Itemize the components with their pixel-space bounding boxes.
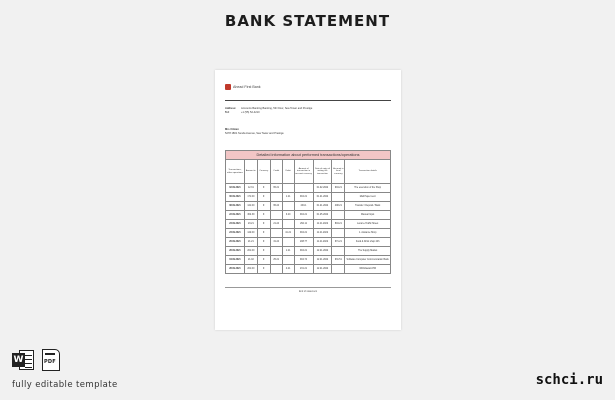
column-header: Amount of transaction in account currency [295, 160, 314, 184]
table-row [225, 202, 391, 211]
tel-value: +1 (55) 52-4210 [241, 111, 260, 114]
table-body [225, 184, 391, 274]
table-cell [283, 184, 295, 193]
column-header: Transaction details [345, 160, 391, 184]
table-cell: The execution of the Shop [345, 184, 391, 193]
table-cell: Mail Paper sent [345, 193, 391, 202]
table-cell: 06.09.2021 [226, 193, 245, 202]
table-cell [283, 202, 295, 211]
word-badge: W [13, 355, 24, 365]
bank-address-block [225, 107, 312, 115]
table-cell: Withdrawal ATM [345, 265, 391, 274]
table-cell: Manual Input [345, 211, 391, 220]
table-cell: 11.21.2022 [314, 238, 333, 247]
table-cell: 08.09.2021 [226, 202, 245, 211]
table-cell: 12.31 [245, 184, 258, 193]
header-divider [225, 100, 391, 101]
table-cell: 21.24 [271, 220, 283, 229]
table-cell: 01.21.2022 [314, 202, 333, 211]
table-cell [332, 193, 345, 202]
table-cell: 65.21 [271, 184, 283, 193]
pdf-badge: PDF [44, 359, 56, 365]
table-cell [332, 229, 345, 238]
table-cell [271, 265, 283, 274]
table-cell: 01.02.2022 [314, 184, 333, 193]
table-row [225, 193, 391, 202]
table-cell: € [258, 193, 271, 202]
column-header: Transactions, other operations [226, 160, 245, 184]
table-cell: 01.21.2022 [314, 193, 333, 202]
address-value: Accounts Banking Banking, 5th Floor, Sea Tower and Prestige [241, 107, 313, 110]
table-cell: 25.21 [271, 256, 283, 265]
table-cell [283, 220, 295, 229]
table-cell: € [258, 256, 271, 265]
table-cell [271, 193, 283, 202]
table-cell: € [258, 211, 271, 220]
statement-document [215, 70, 401, 330]
table-cell: 23.09.2021 [226, 220, 245, 229]
column-header: Date of entry of writing the transaction [314, 160, 333, 184]
table-cell [332, 265, 345, 274]
table-cell: 04.09.2021 [226, 256, 245, 265]
pdf-file-icon [42, 349, 60, 371]
table-cell: 41.21 [283, 229, 295, 238]
file-format-icons [12, 349, 60, 371]
footer-divider [225, 287, 391, 288]
table-cell: 12.21.2022 [314, 247, 333, 256]
table-cell: € [258, 184, 271, 193]
table-title: Detailed information about performed transactions/operations [225, 150, 391, 160]
table-cell: 21.21 [245, 238, 258, 247]
table-cell: 23.09.2021 [226, 229, 245, 238]
table-cell: € [258, 202, 271, 211]
table-cell: 904.21 [332, 184, 345, 193]
table-cell: 231.21 [295, 265, 314, 274]
table-cell: € [258, 229, 271, 238]
table-cell: 904.21 [295, 193, 314, 202]
table-cell: 26.09.2021 [226, 238, 245, 247]
table-cell [271, 211, 283, 220]
table-cell: Software Computer Communication Bank [345, 256, 391, 265]
table-cell: € [258, 220, 271, 229]
table-row [225, 247, 391, 256]
table-cell: 21.02 [245, 256, 258, 265]
table-cell [295, 184, 314, 193]
table-cell: 1.21 [283, 193, 295, 202]
column-header: Credit [271, 160, 283, 184]
table-cell: 904.21 [295, 229, 314, 238]
bank-logo [225, 84, 261, 90]
table-cell: 95.24 [271, 202, 283, 211]
bank-logo-icon [225, 84, 231, 90]
table-cell: Local e-Traffic Street [345, 220, 391, 229]
table-cell: 11.21.2022 [314, 220, 333, 229]
address-label: Address: [225, 107, 237, 110]
table-row [225, 265, 391, 274]
table-cell: 408.21 [332, 202, 345, 211]
statement-footer: End of statement [298, 290, 318, 293]
table-cell: 22.09.2021 [226, 211, 245, 220]
table-row [225, 184, 391, 193]
table-cell: 1.21 [283, 247, 295, 256]
table-cell [271, 229, 283, 238]
table-cell: 171.00 [245, 193, 258, 202]
table-cell: 1. Advance Shop [345, 229, 391, 238]
table-cell: Food & Drink shop 24h [345, 238, 391, 247]
column-header: Account in local currency [332, 160, 345, 184]
table-cell [271, 247, 283, 256]
template-caption: fully editable template [12, 380, 118, 390]
client-block [225, 128, 284, 135]
table-row [225, 229, 391, 238]
client-address: 5278 1801 Sunda Avenue, Sea Tower and Prestige [225, 131, 284, 135]
table-cell: 671.21 [332, 238, 345, 247]
table-cell: 302.39 [245, 211, 258, 220]
table-cell: 12.21.2022 [314, 256, 333, 265]
table-cell: The Supply Market [345, 247, 391, 256]
column-header: Currency [258, 160, 271, 184]
tel-label: Tel: [225, 111, 230, 114]
table-cell [332, 211, 345, 220]
column-header: Amount in [245, 160, 258, 184]
table-cell: 201.00 [245, 265, 258, 274]
table-row [225, 220, 391, 229]
table-row [225, 211, 391, 220]
table-cell: 01.25.2022 [314, 211, 333, 220]
table-cell: € [258, 238, 271, 247]
table-cell: 31.24 [271, 238, 283, 247]
table-cell: 208.77 [295, 238, 314, 247]
table-cell: 3.20 [283, 211, 295, 220]
table-cell: 28.09.2021 [226, 247, 245, 256]
table-cell: 12.21.2022 [314, 265, 333, 274]
transactions-table [225, 150, 391, 274]
table-cell: 121.00 [245, 202, 258, 211]
table-cell: 904.74 [295, 256, 314, 265]
table-header [225, 160, 391, 184]
client-name: Mrs Citizen [225, 128, 239, 131]
table-cell: 294.1 [295, 202, 314, 211]
table-cell: 23.21 [245, 220, 258, 229]
table-cell: 4.21 [283, 265, 295, 274]
table-cell: 02.09.2021 [226, 184, 245, 193]
table-cell [332, 247, 345, 256]
table-cell: € [258, 265, 271, 274]
table-cell: 201.00 [245, 247, 258, 256]
table-cell: 122.00 [245, 229, 258, 238]
table-row [225, 238, 391, 247]
table-cell: 904.21 [295, 211, 314, 220]
table-cell: 28.09.2021 [226, 265, 245, 274]
word-file-icon [12, 349, 34, 371]
brand-watermark: schci.ru [535, 372, 603, 388]
column-header: Debit [283, 160, 295, 184]
table-cell: 11.21.2022 [314, 229, 333, 238]
table-cell: 904.21 [295, 247, 314, 256]
table-cell [283, 256, 295, 265]
table-cell: € [258, 247, 271, 256]
table-row [225, 256, 391, 265]
bank-name: Ahead First Bank [233, 85, 261, 89]
table-cell: 931.51 [332, 256, 345, 265]
table-cell [283, 238, 295, 247]
table-cell: Transfer / Deposit / Bank [345, 202, 391, 211]
table-cell: 294.11 [295, 220, 314, 229]
page-title: BANK STATEMENT [224, 12, 391, 30]
table-cell: 804.21 [332, 220, 345, 229]
